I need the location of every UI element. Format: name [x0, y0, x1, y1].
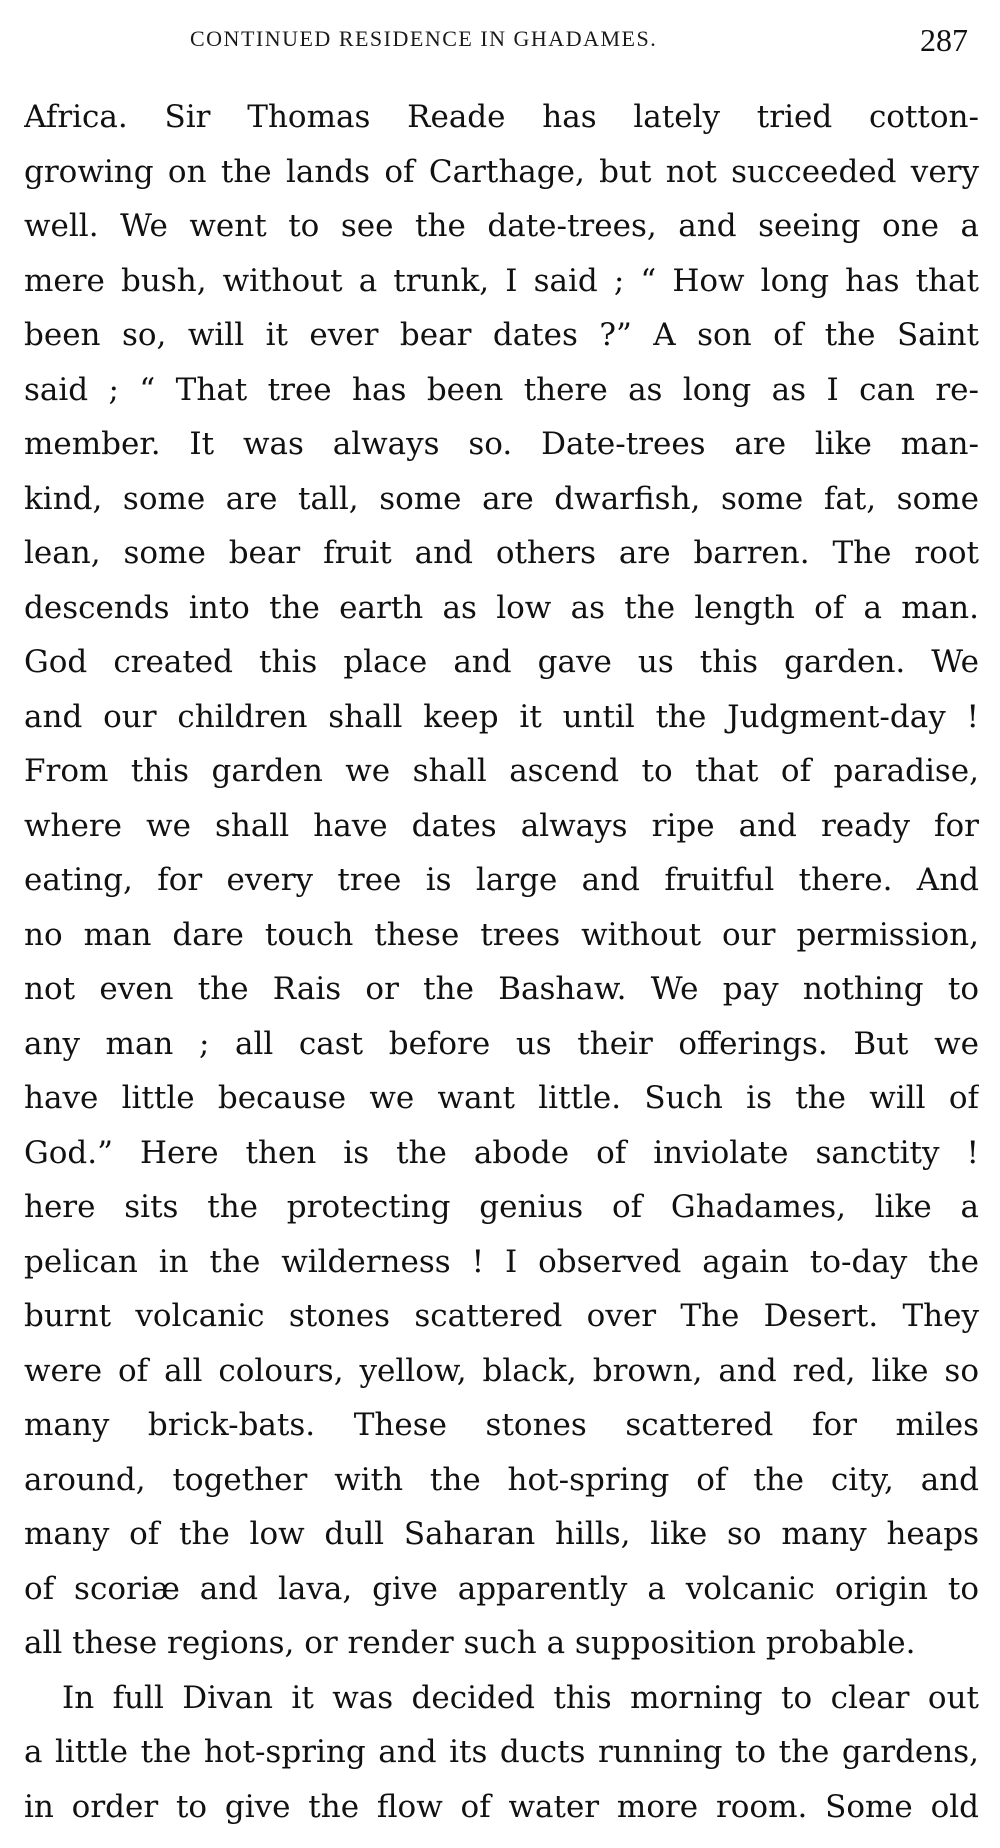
- text-line: eating, for every tree is large and fruitful there. And: [24, 862, 979, 898]
- running-head-title: CONTINUED RESIDENCE IN GHADAMES.: [190, 26, 658, 51]
- text-line: of scoriæ and lava, give apparently a volcanic origin to: [24, 1570, 979, 1607]
- text-line: lean, some bear fruit and others are barren. The root: [24, 535, 979, 571]
- text-line: not even the Rais or the Bashaw. We pay nothing to: [24, 971, 979, 1007]
- text-line: have little because we want little. Such is the will of: [24, 1080, 979, 1116]
- text-line: Africa. Sir Thomas Reade has lately tried cotton-: [24, 99, 979, 135]
- paragraph-end-line: all these regions, or render such a supposition probable.: [24, 1625, 916, 1661]
- text-line: From this garden we shall ascend to that of paradise,: [24, 753, 979, 789]
- running-head: [190, 22, 990, 62]
- text-line: around, together with the hot-spring of the city, and: [24, 1461, 979, 1498]
- text-line: said ; “ That tree has been there as long as I can re-: [24, 371, 979, 408]
- text-line: where we shall have dates always ripe and ready for: [24, 807, 979, 844]
- text-line: burnt volcanic stones scattered over The Desert. They: [24, 1298, 979, 1334]
- text-line: God.” Here then is the abode of inviolate sanctity !: [24, 1134, 979, 1171]
- text-line: member. It was always so. Date-trees are like man-: [24, 426, 979, 462]
- text-line: here sits the protecting genius of Ghadames, like a: [24, 1189, 979, 1225]
- text-line: and our children shall keep it until the Judgment-day !: [24, 698, 979, 735]
- text-line: many brick-bats. These stones scattered for miles: [24, 1407, 979, 1443]
- page-number: 287: [920, 22, 968, 58]
- text-line: been so, will it ever bear dates ?” A son of the Saint: [24, 317, 979, 353]
- text-line: were of all colours, yellow, black, brown, and red, like so: [24, 1352, 979, 1389]
- paragraph-start-line: In full Divan it was decided this morning to clear out: [62, 1679, 979, 1716]
- text-line: mere bush, without a trunk, I said ; “ How long has that: [24, 262, 979, 299]
- text-line: growing on the lands of Carthage, but not succeeded very: [24, 153, 979, 190]
- text-line: in order to give the flow of water more room. Some old: [24, 1788, 979, 1825]
- text-line: well. We went to see the date-trees, and seeing one a: [24, 208, 979, 244]
- text-line: pelican in the wilderness ! I observed again to-day the: [24, 1243, 979, 1280]
- text-line: descends into the earth as low as the length of a man.: [24, 589, 979, 626]
- text-line: a little the hot-spring and its ducts running to the gardens,: [24, 1734, 979, 1770]
- text-line: many of the low dull Saharan hills, like so many heaps: [24, 1516, 979, 1552]
- text-line: kind, some are tall, some are dwarfish, some fat, some: [24, 480, 979, 517]
- text-line: God created this place and gave us this garden. We: [24, 644, 979, 680]
- text-line: no man dare touch these trees without our permission,: [24, 916, 979, 953]
- text-line: any man ; all cast before us their offerings. But we: [24, 1025, 979, 1062]
- body-text: [24, 90, 979, 1834]
